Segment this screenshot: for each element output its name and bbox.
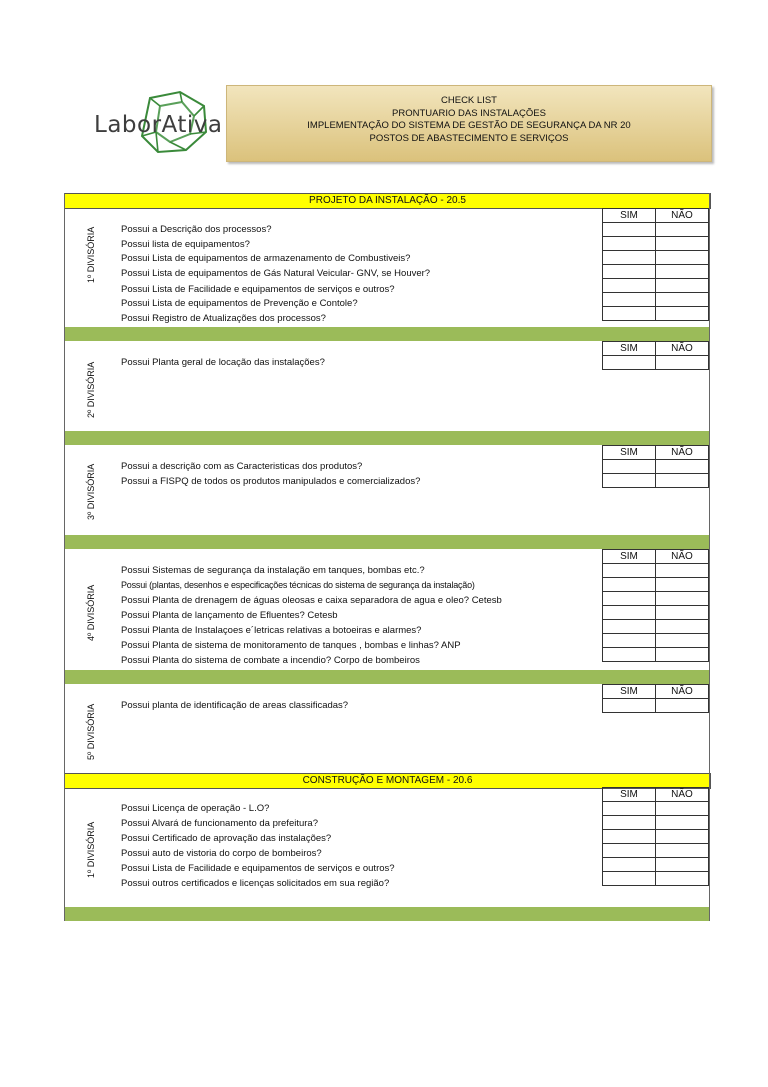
sim-header: SIM: [603, 685, 656, 699]
nao-cell[interactable]: [656, 606, 709, 620]
nao-cell[interactable]: [656, 620, 709, 634]
sim-cell[interactable]: [603, 858, 656, 872]
question: Possui planta de identificação de areas classificadas?: [121, 700, 349, 711]
division-label: 1º DIVISÓRIA: [86, 821, 96, 878]
nao-cell[interactable]: [656, 648, 709, 662]
answer-grid-s1-d2: [602, 341, 709, 370]
sim-cell[interactable]: [603, 872, 656, 886]
question: Possui Planta de sistema de monitoramento de tanques , bombas e linhas? ANP: [121, 640, 461, 651]
answer-grid-s2-d1: [602, 787, 709, 886]
answer-grid-s1-d1: [602, 208, 709, 321]
nao-header: NÃO: [656, 446, 709, 460]
question: Possui Certificado de aprovação das instalações?: [121, 833, 332, 844]
nao-cell[interactable]: [656, 265, 709, 279]
separator-bar: [64, 670, 710, 684]
sim-cell[interactable]: [603, 237, 656, 251]
sim-cell[interactable]: [603, 816, 656, 830]
sim-cell[interactable]: [603, 460, 656, 474]
question: Possui a Descrição dos processos?: [121, 224, 272, 235]
nao-header: NÃO: [656, 342, 709, 356]
nao-cell[interactable]: [656, 307, 709, 321]
question: Possui Lista de Facilidade e equipamentos de serviços e outros?: [121, 284, 395, 295]
nao-header: NÃO: [656, 685, 709, 699]
nao-cell[interactable]: [656, 293, 709, 307]
sim-header: SIM: [603, 209, 656, 223]
title-line-1: CHECK LIST: [441, 95, 497, 106]
sim-cell[interactable]: [603, 620, 656, 634]
nao-cell[interactable]: [656, 844, 709, 858]
nao-header: NÃO: [656, 209, 709, 223]
question: Possui Alvará de funcionamento da prefeitura?: [121, 818, 318, 829]
nao-cell[interactable]: [656, 251, 709, 265]
division-label: 4º DIVISÓRIA: [86, 584, 96, 641]
section-header-construcao: CONSTRUÇÃO E MONTAGEM - 20.6: [64, 773, 711, 789]
answer-grid-s1-d5: [602, 684, 709, 713]
table-right-border: [709, 193, 710, 921]
nao-cell[interactable]: [656, 699, 709, 713]
separator-bar: [64, 907, 710, 921]
answer-grid-s1-d4: [602, 549, 709, 662]
question: Possui a descrição com as Caracteristicas dos produtos?: [121, 461, 363, 472]
nao-cell[interactable]: [656, 578, 709, 592]
nao-cell[interactable]: [656, 872, 709, 886]
question: Possui lista de equipamentos?: [121, 239, 250, 250]
sim-cell[interactable]: [603, 293, 656, 307]
nao-cell[interactable]: [656, 564, 709, 578]
question: Possui Lista de equipamentos de Gás Natural Veicular- GNV, se Houver?: [121, 268, 431, 279]
sim-cell[interactable]: [603, 830, 656, 844]
nao-cell[interactable]: [656, 858, 709, 872]
nao-cell[interactable]: [656, 830, 709, 844]
sim-cell[interactable]: [603, 356, 656, 370]
question: Possui Lista de equipamentos de Prevenção e Contole?: [121, 298, 358, 309]
question: Possui (plantas, desenhos e especificações técnicas do sistema de segurança da instalação): [121, 580, 475, 590]
sim-header: SIM: [603, 788, 656, 802]
question: Possui Planta de lançamento de Efluentes? Cetesb: [121, 610, 338, 621]
laborativa-logo: [88, 88, 228, 158]
nao-cell[interactable]: [656, 816, 709, 830]
sim-cell[interactable]: [603, 578, 656, 592]
nao-cell[interactable]: [656, 223, 709, 237]
sim-cell[interactable]: [603, 251, 656, 265]
question: Possui auto de vistoria do corpo de bombeiros?: [121, 848, 322, 859]
nao-cell[interactable]: [656, 592, 709, 606]
question: Possui Lista de equipamentos de armazenamento de Combustiveis?: [121, 253, 411, 264]
nao-header: NÃO: [656, 550, 709, 564]
question: Possui Registro de Atualizações dos processos?: [121, 313, 326, 324]
sim-cell[interactable]: [603, 844, 656, 858]
division-label: 1º DIVISÓRIA: [86, 226, 96, 283]
nao-cell[interactable]: [656, 279, 709, 293]
sim-cell[interactable]: [603, 802, 656, 816]
sim-header: SIM: [603, 446, 656, 460]
nao-cell[interactable]: [656, 634, 709, 648]
separator-bar: [64, 327, 710, 341]
nao-cell[interactable]: [656, 460, 709, 474]
nao-cell[interactable]: [656, 474, 709, 488]
section-header-projeto: PROJETO DA INSTALAÇÃO - 20.5: [64, 193, 711, 209]
division-label: 3º DIVISÓRIA: [86, 463, 96, 520]
sim-cell[interactable]: [603, 279, 656, 293]
question: Possui Planta geral de locação das instalações?: [121, 357, 325, 368]
nao-cell[interactable]: [656, 356, 709, 370]
sim-cell[interactable]: [603, 265, 656, 279]
question: Possui a FISPQ de todos os produtos manipulados e comercializados?: [121, 476, 421, 487]
sim-header: SIM: [603, 550, 656, 564]
nao-header: NÃO: [656, 788, 709, 802]
sim-cell[interactable]: [603, 564, 656, 578]
sim-cell[interactable]: [603, 592, 656, 606]
division-label: 5º DIVISÓRIA: [86, 703, 96, 760]
question: Possui Planta de drenagem de águas oleosas e caixa separadora de agua e oleo? Cetesb: [121, 595, 502, 606]
sim-cell[interactable]: [603, 634, 656, 648]
nao-cell[interactable]: [656, 802, 709, 816]
sim-cell[interactable]: [603, 307, 656, 321]
title-box: [226, 85, 712, 162]
question: Possui Planta do sistema de combate a incendio? Corpo de bombeiros: [121, 655, 420, 666]
table-left-border: [64, 193, 65, 921]
sim-cell[interactable]: [603, 474, 656, 488]
division-label: 2º DIVISÓRIA: [86, 361, 96, 418]
separator-bar: [64, 431, 710, 445]
sim-cell[interactable]: [603, 223, 656, 237]
question: Possui Planta de Instalaçoes e´letricas relativas a botoeiras e alarmes?: [121, 625, 422, 636]
sim-header: SIM: [603, 342, 656, 356]
question: Possui Lista de Facilidade e equipamentos de serviços e outros?: [121, 863, 395, 874]
sim-cell[interactable]: [603, 648, 656, 662]
question: Possui outros certificados e licenças solicitados em sua região?: [121, 878, 390, 889]
nao-cell[interactable]: [656, 237, 709, 251]
title-line-4: POSTOS DE ABASTECIMENTO E SERVIÇOS: [369, 132, 569, 144]
logo-text: LaborAtiva: [94, 112, 223, 138]
separator-bar: [64, 535, 710, 549]
title-line-3: IMPLEMENTAÇÃO DO SISTEMA DE GESTÃO DE SEGURANÇA DA NR 20: [307, 120, 631, 131]
title-line-2: PRONTUARIO DAS INSTALAÇÕES: [392, 107, 546, 119]
answer-grid-s1-d3: [602, 445, 709, 488]
question: Possui Licença de operação - L.O?: [121, 803, 270, 814]
sim-cell[interactable]: [603, 699, 656, 713]
question: Possui Sistemas de segurança da instalação em tanques, bombas etc.?: [121, 565, 425, 576]
sim-cell[interactable]: [603, 606, 656, 620]
